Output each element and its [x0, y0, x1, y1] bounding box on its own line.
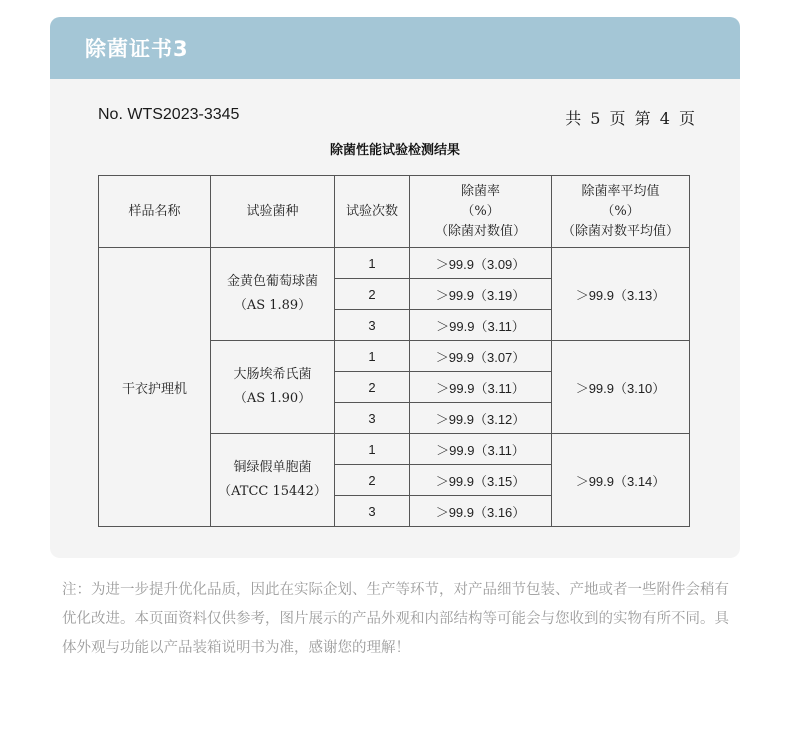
trial-number: 2 [335, 372, 410, 403]
rate-cell: ＞99.9（3.11） [410, 310, 552, 341]
header-rate: 除菌率 （%） （除菌对数值） [410, 176, 552, 248]
header-strain: 试验菌种 [211, 176, 335, 248]
strain-cell: 铜绿假单胞菌 （ATCC 15442） [211, 434, 335, 527]
rate-cell: ＞99.9（3.12） [410, 403, 552, 434]
trial-number: 3 [335, 496, 410, 527]
strain-cell: 大肠埃希氏菌 （AS 1.90） [211, 341, 335, 434]
rate-cell: ＞99.9（3.19） [410, 279, 552, 310]
rate-cell: ＞99.9（3.11） [410, 434, 552, 465]
document-number: No. WTS2023-3345 [98, 106, 240, 123]
header-average: 除菌率平均值 （%） （除菌对数平均值） [552, 176, 690, 248]
trial-number: 1 [335, 248, 410, 279]
rate-cell: ＞99.9（3.16） [410, 496, 552, 527]
results-table [98, 175, 690, 527]
rate-cell: ＞99.9（3.07） [410, 341, 552, 372]
page-info: 共 5 页 第 4 页 [565, 109, 695, 128]
rate-cell: ＞99.9（3.15） [410, 465, 552, 496]
header-sample: 样品名称 [99, 176, 211, 248]
rate-cell: ＞99.9（3.11） [410, 372, 552, 403]
document-title: 除菌性能试验检测结果 [329, 143, 460, 158]
rate-cell: ＞99.9（3.09） [410, 248, 552, 279]
trial-number: 1 [335, 434, 410, 465]
disclaimer-note: 注：为进一步提升优化品质，因此在实际企划、生产等环节，对产品细节包装、产地或者一些附件会稍有优化改进。本页面资料仅供参考，图片展示的产品外观和内部结构等可能会与您收到的实物有所不同。具体外观与功能以产品装箱说明书为准，感谢您的理解！ [62, 582, 729, 656]
trial-number: 2 [335, 465, 410, 496]
trial-number: 1 [335, 341, 410, 372]
average-cell: ＞99.9（3.14） [552, 434, 690, 527]
section-title: 除菌证书3 [85, 37, 189, 61]
trial-number: 3 [335, 310, 410, 341]
table-row [99, 248, 690, 279]
trial-number: 2 [335, 279, 410, 310]
table-header-row [99, 176, 690, 248]
average-cell: ＞99.9（3.13） [552, 248, 690, 341]
strain-cell: 金黄色葡萄球菌 （AS 1.89） [211, 248, 335, 341]
header-trial: 试验次数 [335, 176, 410, 248]
sample-name-cell: 干衣护理机 [99, 248, 211, 527]
section-header [50, 17, 740, 79]
trial-number: 3 [335, 403, 410, 434]
average-cell: ＞99.9（3.10） [552, 341, 690, 434]
